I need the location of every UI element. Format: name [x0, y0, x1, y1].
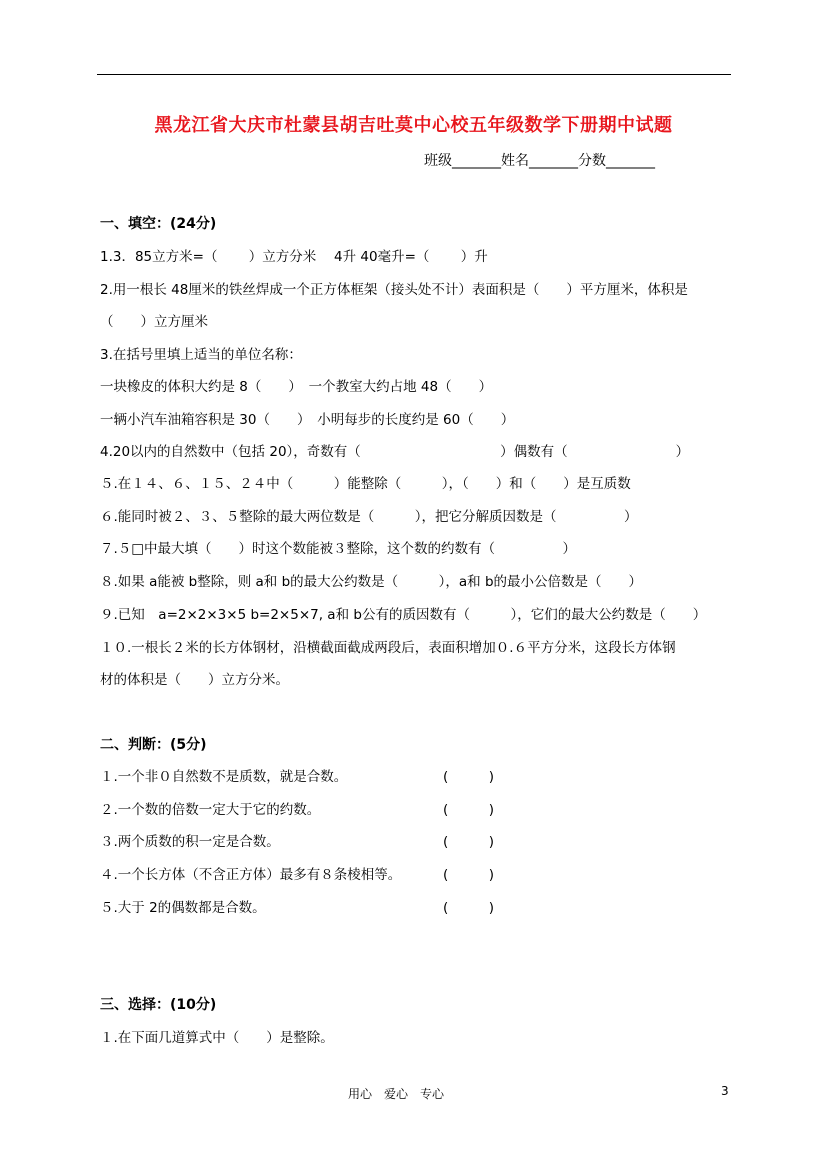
fill-question-2-cont: （ ）立方厘米 [100, 314, 208, 330]
section-2-heading: 二、判断：(5分) [100, 737, 207, 753]
answer-paren-3: ( ) [443, 834, 495, 850]
judge-question-2: ２.一个数的倍数一定大于它的约数。 [100, 802, 321, 818]
fill-question-5: ５.在１４、６、１５、２４中（ ）能整除（ ），（ ）和（ ）是互质数 [100, 476, 631, 492]
page-number: 3 [721, 1084, 729, 1098]
fill-question-7: ７.５□中最大填（ ）时这个数能被３整除，这个数的约数有（ ） [100, 541, 577, 557]
fill-question-8: ８.如果 a能被 b整除，则 a和 b的最大公约数是（ ），a和 b的最小公倍数是（ ） [100, 574, 643, 590]
answer-paren-2: ( ) [443, 802, 495, 818]
fill-question-3: 3.在括号里填上适当的单位名称： [100, 347, 302, 363]
exam-title: 黑龙江省大庆市杜蒙县胡吉吐莫中心校五年级数学下册期中试题 [154, 115, 673, 136]
fill-question-1: 1.3．85立方米=（ ）立方分米 4升 40毫升=（ ）升 [100, 249, 488, 265]
judge-question-3: ３.两个质数的积一定是合数。 [100, 834, 280, 850]
answer-paren-5: ( ) [443, 900, 495, 916]
fill-question-10: １０.一根长２米的长方体钢材，沿横截面截成两段后，表面积增加０.６平方分米，这段长方体钢 [100, 640, 676, 656]
footer-motto: 用心 爱心 专心 [348, 1087, 445, 1101]
answer-paren-1: ( ) [443, 769, 495, 785]
section-1-heading: 一、填空：(24分) [100, 216, 217, 232]
choice-question-1: １.在下面几道算式中（ ）是整除。 [100, 1030, 334, 1046]
fill-question-2: 2.用一根长 48厘米的铁丝焊成一个正方体框架（接头处不计）表面积是（ ）平方厘米，体积是 [100, 282, 688, 298]
judge-question-5: ５.大于 2的偶数都是合数。 [100, 900, 266, 916]
student-info-line: 班级_______姓名_______分数_______ [424, 153, 655, 169]
fill-question-10-cont: 材的体积是（ ）立方分米。 [100, 672, 289, 688]
fill-question-4: 4.20以内的自然数中（包括 20），奇数有（ ）偶数有（ ） [100, 444, 690, 460]
section-3-heading: 三、选择：(10分) [100, 997, 217, 1013]
judge-question-4: ４.一个长方体（不含正方体）最多有８条棱相等。 [100, 867, 402, 883]
fill-question-3a: 一块橡皮的体积大约是 8（ ） 一个教室大约占地 48（ ） [100, 379, 493, 395]
fill-question-9: ９.已知 a=2×2×3×5 b=2×5×7, a和 b公有的质因数有（ ），它们的最大公约数是（ ） [100, 607, 707, 623]
judge-question-1: １.一个非０自然数不是质数，就是合数。 [100, 769, 348, 785]
fill-question-6: ６.能同时被２、３、５整除的最大两位数是（ ），把它分解质因数是（ ） [100, 509, 638, 525]
header-rule [97, 74, 731, 75]
fill-question-3b: 一辆小汽车油箱容积是 30（ ） 小明每步的长度约是 60（ ） [100, 412, 515, 428]
answer-paren-4: ( ) [443, 867, 495, 883]
